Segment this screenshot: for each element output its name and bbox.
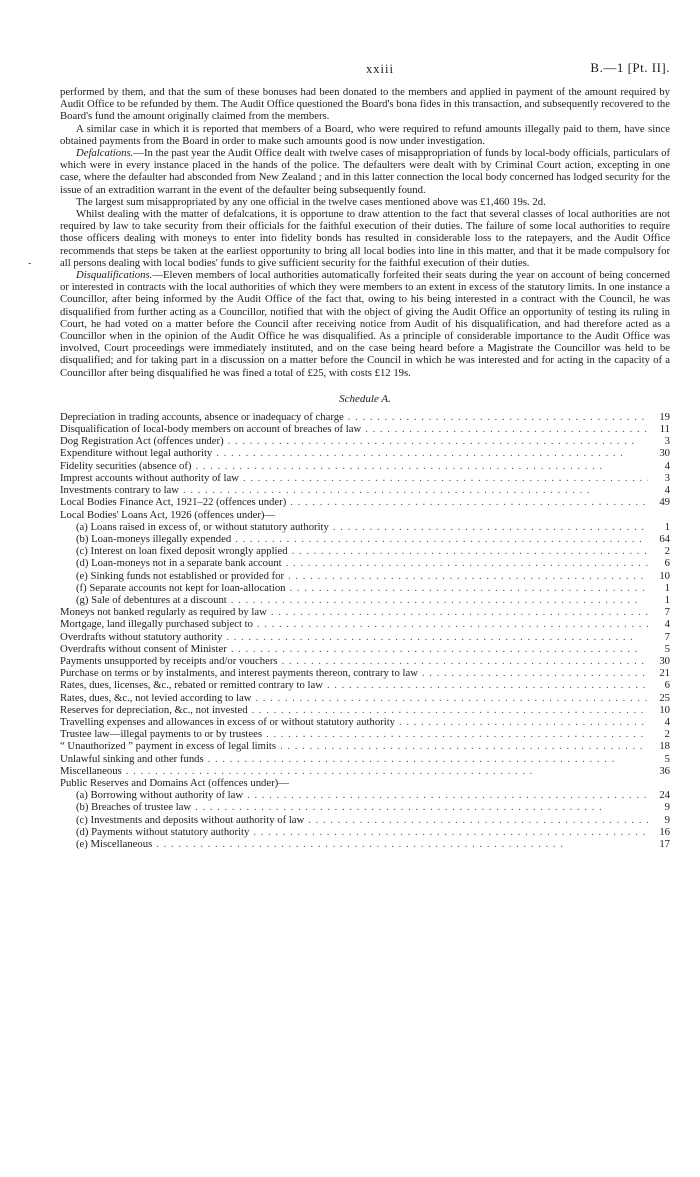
schedule-row	[60, 521, 670, 533]
disqualifications-heading: Disqualifications.	[76, 269, 153, 282]
schedule-row	[60, 545, 670, 557]
paragraph-bonuses: performed by them, and that the sum of these bonuses had been donated to the members and applied in payment of the amount required by Audit Office to be refunded by them. The Audit Office questioned the Board's bona fides in this transaction, and subsequently recovered to the Board's fund the amount originally claimed from the members.	[60, 86, 670, 123]
leader-dots	[204, 753, 648, 765]
leader-dots	[276, 740, 648, 752]
schedule-row-count: 25	[659, 691, 670, 704]
schedule-row-label: (g) Sale of debentures at a discount	[76, 593, 227, 606]
schedule-row-count: 5	[664, 642, 670, 655]
schedule-row-count: 24	[659, 789, 670, 802]
schedule-row-count: 10	[659, 703, 670, 716]
leader-dots	[288, 545, 648, 557]
leader-dots	[286, 582, 648, 594]
schedule-row-label: Expenditure without legal authority	[60, 447, 213, 460]
leader-dots	[231, 533, 648, 545]
leader-dots	[262, 728, 648, 740]
schedule-row-label: Unlawful sinking and other funds	[60, 752, 204, 765]
schedule-row-count: 36	[659, 764, 670, 777]
leader-dots	[395, 716, 648, 728]
schedule-row	[60, 557, 670, 569]
paragraph-disqualifications	[60, 269, 670, 379]
schedule-row	[60, 777, 670, 789]
leader-dots	[267, 606, 648, 618]
schedule-row-count: 2	[664, 545, 670, 558]
leader-dots	[227, 594, 648, 606]
schedule-row-label: Trustee law—illegal payments to or by trustees	[60, 728, 263, 741]
document-reference: B.—1 [Pt. II].	[590, 60, 670, 75]
schedule-row	[60, 460, 670, 472]
paragraph-similar-case: A similar case in which it is reported that members of a Board, who were required to refund amounts illegally paid to them, have since obtained payments from the Board in order to make such amounts good is now under investigation.	[60, 122, 670, 147]
schedule-row-label: Local Bodies' Loans Act, 1926 (offences under)—	[60, 508, 276, 521]
leader-dots	[304, 814, 648, 826]
schedule-row	[60, 496, 670, 508]
schedule-row-label: Dog Registration Act (offences under)	[60, 435, 224, 448]
schedule-row-count: 30	[659, 447, 670, 460]
schedule-row	[60, 655, 670, 667]
schedule-row-count: 1	[664, 581, 670, 594]
schedule-row-count: 21	[659, 667, 670, 680]
defalcations-text: —In the past year the Audit Office dealt with twelve cases of misappropriation of funds by local-body officials, particulars of which were in every instance placed in the hands of the police. The defaulters were dealt with by Criminal Court action, excepting in one case, where the defaulter had absconded from New Zealand ; and in this latter connection the local body concerned has lodged security for the issue of an extradition warrant in the event of the defaulter being subsequently found.	[60, 147, 670, 196]
schedule-row	[60, 728, 670, 740]
paragraph-largest-sum: The largest sum misappropriated by any one official in the twelve cases mentioned above was £1,460 19s. 2d.	[76, 195, 546, 208]
schedule-row-label: Payments unsupported by receipts and/or vouchers	[60, 654, 278, 667]
schedule-row-label: Disqualification of local-body members on account of breaches of law	[60, 423, 362, 436]
leader-dots	[282, 557, 648, 569]
schedule-row-label: Depreciation in trading accounts, absence or inadequacy of charge	[60, 410, 344, 423]
schedule-row-label: (d) Payments without statutory authority	[76, 825, 250, 838]
schedule-row-label: Moneys not banked regularly as required by law	[60, 606, 267, 619]
schedule-row-count: 7	[664, 606, 670, 619]
schedule-row	[60, 472, 670, 484]
schedule-row	[60, 423, 670, 435]
leader-dots	[286, 496, 648, 508]
leader-dots	[323, 679, 648, 691]
leader-dots	[249, 826, 648, 838]
schedule-row	[60, 679, 670, 691]
leader-dots	[122, 765, 648, 777]
schedule-list	[60, 411, 670, 850]
schedule-row-count: 16	[659, 825, 670, 838]
schedule-row	[60, 618, 670, 630]
schedule-row-label: “ Unauthorized ” payment in excess of legal limits	[60, 740, 277, 753]
schedule-row-label: (f) Separate accounts not kept for loan-allocation	[76, 581, 286, 594]
schedule-row-label: Mortgage, land illegally purchased subject to	[60, 618, 253, 631]
schedule-row	[60, 594, 670, 606]
schedule-row	[60, 838, 670, 850]
schedule-title: Schedule A.	[339, 392, 391, 405]
leader-dots	[191, 460, 648, 472]
schedule-row-label: Rates, dues, licenses, &c., rebated or remitted contrary to law	[60, 679, 323, 692]
schedule-row-count: 3	[664, 471, 670, 484]
leader-dots	[222, 631, 648, 643]
leader-dots	[152, 838, 648, 850]
schedule-row-count: 10	[659, 569, 670, 582]
schedule-row	[60, 631, 670, 643]
leader-dots	[418, 667, 648, 679]
schedule-row-label: Local Bodies Finance Act, 1921–22 (offences under)	[60, 496, 287, 509]
schedule-row-count: 2	[664, 728, 670, 741]
schedule-row-label: Travelling expenses and allowances in excess of or without statutory authority	[60, 715, 396, 728]
page-number: xxiii	[366, 62, 394, 76]
schedule-row-count: 3	[664, 435, 670, 448]
leader-dots	[284, 570, 648, 582]
schedule-row	[60, 801, 670, 813]
schedule-row-label: Investments contrary to law	[60, 484, 180, 497]
schedule-row	[60, 667, 670, 679]
schedule-row	[60, 570, 670, 582]
schedule-row-label: (e) Miscellaneous	[76, 837, 153, 850]
schedule-row	[60, 692, 670, 704]
leader-dots	[239, 472, 648, 484]
schedule-row	[60, 435, 670, 447]
schedule-row-count: 30	[659, 654, 670, 667]
schedule-row-count: 17	[659, 837, 670, 850]
schedule-row-count: 4	[664, 618, 670, 631]
paragraph-defalcations	[60, 147, 670, 196]
schedule-row-label: Miscellaneous	[60, 764, 122, 777]
leader-dots	[243, 789, 648, 801]
schedule-row	[60, 704, 670, 716]
schedule-row-count: 5	[664, 752, 670, 765]
schedule-row	[60, 484, 670, 496]
schedule-row-count: 11	[659, 423, 670, 436]
leader-dots	[251, 692, 648, 704]
schedule-row-label: Overdrafts without statutory authority	[60, 630, 223, 643]
schedule-row-count: 64	[659, 532, 670, 545]
leader-dots	[227, 643, 648, 655]
leader-dots	[212, 447, 648, 459]
disqualifications-text: —Eleven members of local authorities automatically forfeited their seats during the year on account of being concerned or interested in contracts with the local authorities of which they were members to an extent in excess of the statutory limits. In one instance a Councillor, after being informed by the Audit Office of the fact that, owing to his being interested in a contract with the Council, he was disqualified from further acting as a Councillor, notified that with the object of giving the Audit Office an opportunity of testing its ruling in Court, he had voted on a matter before the Council after receiving notice from Audit of his disqualification, and had therefore acted as a Councillor when in the opinion of the Audit Office he was disqualified. As a principle of considerable importance to the Audit Office was involved, Court proceedings were immediately instituted, and on the case being heard before a Magistrate the Councillor was held to be disqualified; and for taking part in a discussion on a matter before the Council in which he was interested and for acting in the capacity of a Councillor after being disqualified he was fined a total of £25, with costs £12 19s.	[60, 269, 670, 379]
schedule-row	[60, 582, 670, 594]
schedule-row	[60, 509, 670, 521]
defalcations-heading: Defalcations.	[76, 147, 134, 160]
schedule-row-count: 9	[664, 813, 670, 826]
leader-dots	[329, 521, 648, 533]
schedule-row	[60, 643, 670, 655]
schedule-row-count: 1	[664, 593, 670, 606]
schedule-row-count: 6	[664, 557, 670, 570]
schedule-row	[60, 753, 670, 765]
schedule-row-count: 49	[659, 496, 670, 509]
schedule-row-count: 9	[664, 801, 670, 814]
schedule-row-label: (a) Loans raised in excess of, or without statutory authority	[76, 520, 329, 533]
schedule-row-label: (b) Loan-moneys illegally expended	[76, 532, 232, 545]
schedule-row-label: Purchase on terms or by instalments, and interest payments thereon, contrary to law	[60, 667, 418, 680]
leader-dots	[179, 484, 648, 496]
leader-dots	[253, 618, 648, 630]
schedule-row-label: (c) Investments and deposits without authority of law	[76, 813, 305, 826]
schedule-row-label: (d) Loan-moneys not in a separate bank account	[76, 557, 282, 570]
page-header	[60, 0, 670, 86]
schedule-row	[60, 447, 670, 459]
schedule-row-label: (b) Breaches of trustee law	[76, 801, 192, 814]
margin-mark: -	[28, 258, 32, 269]
schedule-row	[60, 740, 670, 752]
schedule-row-count: 18	[659, 740, 670, 753]
schedule-row-label: Fidelity securities (absence of)	[60, 459, 192, 472]
schedule-row-label: Overdrafts without consent of Minister	[60, 642, 227, 655]
schedule-row	[60, 533, 670, 545]
schedule-row-count: 1	[664, 520, 670, 533]
leader-dots	[344, 411, 648, 423]
schedule-row-label: Reserves for depreciation, &c., not invested	[60, 703, 248, 716]
schedule-row-label: (e) Sinking funds not established or provided for	[76, 569, 285, 582]
schedule-row-count: 4	[664, 459, 670, 472]
schedule-row-count: 19	[659, 410, 670, 423]
schedule-row-count: 4	[664, 484, 670, 497]
schedule-row-label: (a) Borrowing without authority of law	[76, 789, 244, 802]
schedule-row-label: Rates, dues, &c., not levied according to law	[60, 691, 252, 704]
schedule-row-label: Imprest accounts without authority of law	[60, 471, 239, 484]
schedule-row	[60, 411, 670, 423]
body-text	[60, 86, 670, 379]
schedule-row-label: Public Reserves and Domains Act (offences under)—	[60, 776, 289, 789]
paragraph-security: Whilst dealing with the matter of defalcations, it is opportune to draw attention to the fact that several classes of local authorities are not required by law to take security from their officials for the faithful execution of their duties. The failure of some local authorities to require those officers dealing with moneys to enter into fidelity bonds has resulted in considerable loss to the ratepayers, and the Audit Office recommends that steps be taken at the earliest opportunity to bring all local bodies into line in this matter, and that it be made compulsory for all persons dealing with local bodies' funds to give sufficient security for the faithful execution of their duties.	[60, 208, 670, 269]
schedule-row	[60, 789, 670, 801]
leader-dots	[191, 801, 648, 813]
schedule-row	[60, 606, 670, 618]
leader-dots	[278, 655, 648, 667]
schedule-row-count: 4	[664, 715, 670, 728]
schedule-row	[60, 826, 670, 838]
leader-dots	[224, 435, 648, 447]
schedule-row-label: (c) Interest on loan fixed deposit wrongly applied	[76, 545, 288, 558]
leader-dots	[361, 423, 648, 435]
schedule-row	[60, 765, 670, 777]
schedule-row-count: 6	[664, 679, 670, 692]
leader-dots	[248, 704, 648, 716]
schedule-row-count: 7	[664, 630, 670, 643]
schedule-row	[60, 814, 670, 826]
schedule-row	[60, 716, 670, 728]
